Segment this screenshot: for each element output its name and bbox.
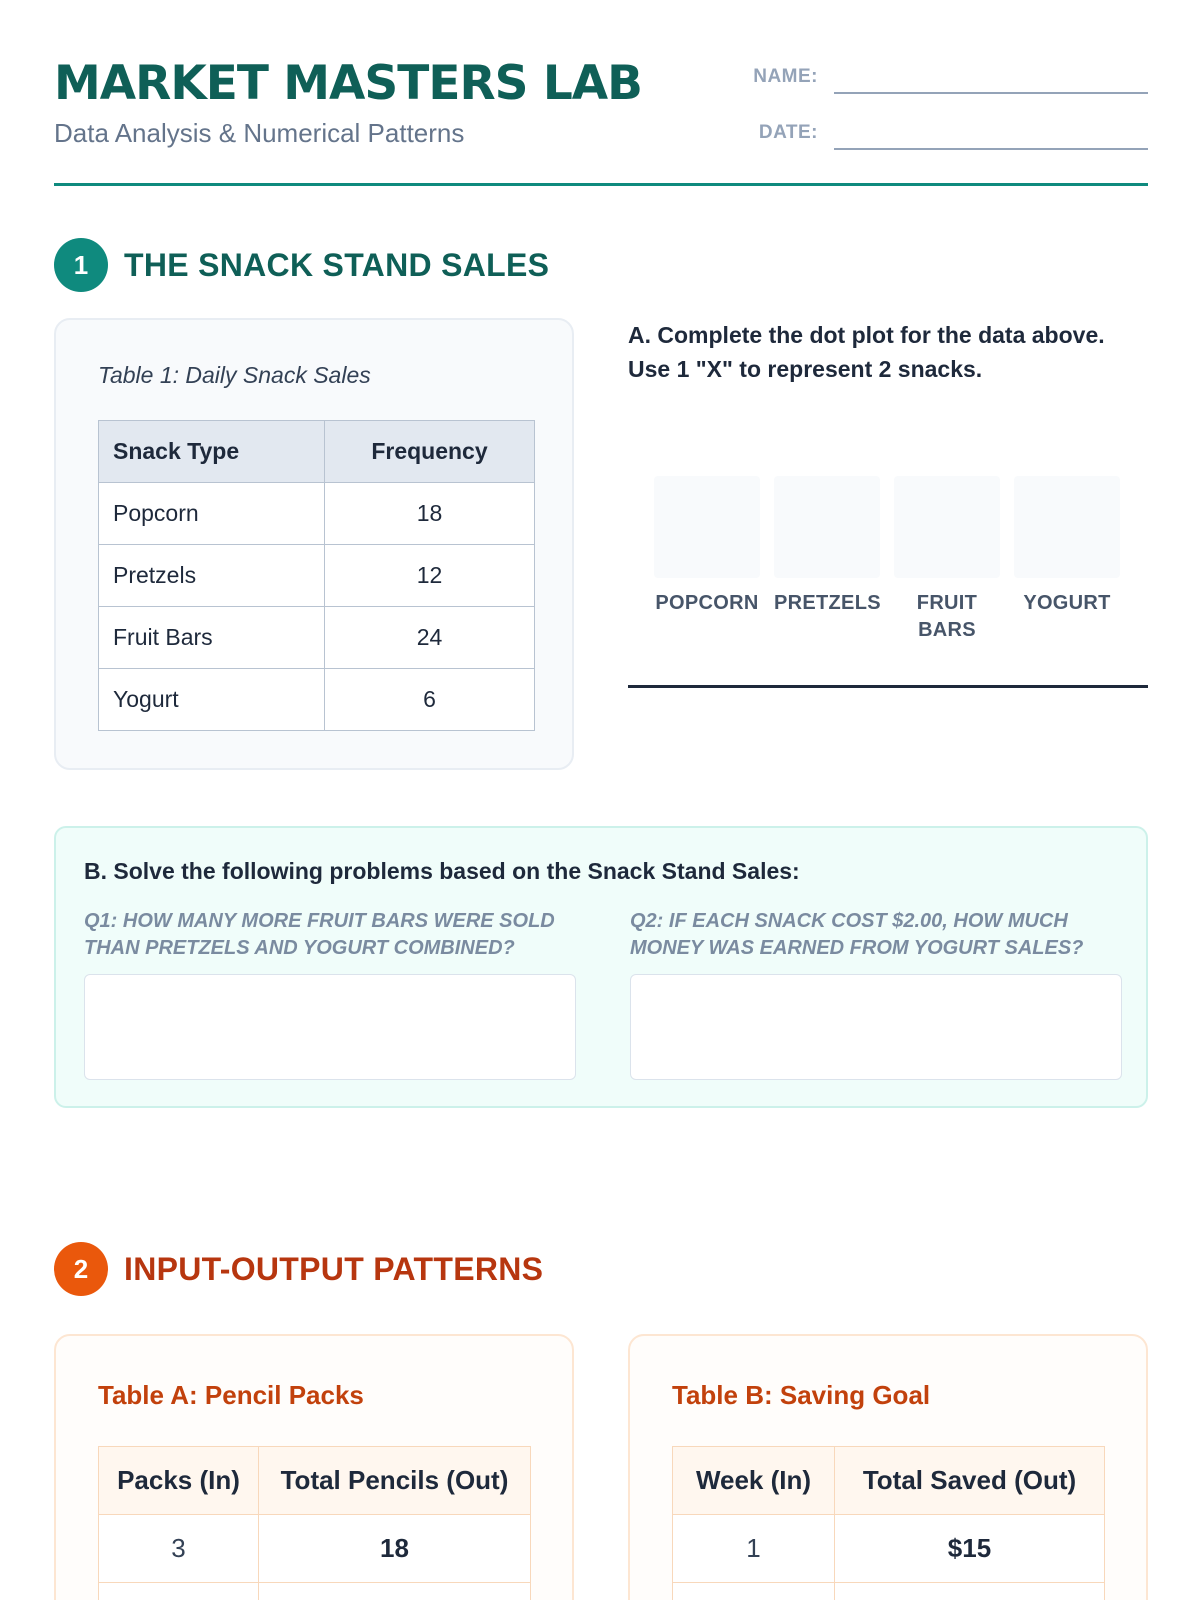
snack-sales-table xyxy=(98,420,535,731)
dot-plot-drop-zone[interactable] xyxy=(654,476,760,578)
date-field[interactable] xyxy=(834,120,1148,150)
dot-plot-label: POPCORN xyxy=(655,592,759,614)
frequency-cell: 12 xyxy=(325,545,535,607)
table-row xyxy=(673,1515,1105,1583)
section-2-title: INPUT-OUTPUT PATTERNS xyxy=(124,1250,544,1287)
output-cell[interactable] xyxy=(835,1583,1105,1600)
table-a-title: Table A: Pencil Packs xyxy=(98,1380,364,1410)
pencil-packs-table xyxy=(98,1446,531,1600)
date-field-row xyxy=(748,120,1148,150)
date-label: DATE: xyxy=(758,122,818,143)
snack-type-cell: Fruit Bars xyxy=(99,607,325,669)
table-header-row xyxy=(99,421,535,483)
table-row xyxy=(673,1583,1105,1600)
table-row xyxy=(99,483,535,545)
worksheet-title: MARKET MASTERS LAB xyxy=(54,56,642,111)
table-1-caption: Table 1: Daily Snack Sales xyxy=(98,362,371,388)
table-row xyxy=(99,545,535,607)
section-1-heading xyxy=(54,238,549,292)
table-row xyxy=(99,1583,531,1600)
dot-plot-label: FRUIT BARS xyxy=(916,592,978,641)
dot-plot-label: PRETZELS xyxy=(774,592,881,614)
dot-plot-column-fruit-bars xyxy=(894,476,1000,644)
table-row xyxy=(99,669,535,731)
worksheet-header xyxy=(54,56,1148,186)
section-1-number-badge: 1 xyxy=(54,238,108,292)
part-b-card xyxy=(54,826,1148,1108)
saving-goal-card xyxy=(628,1334,1148,1600)
table-header-row xyxy=(673,1447,1105,1515)
section-1-title: THE SNACK STAND SALES xyxy=(124,246,550,283)
output-cell[interactable] xyxy=(259,1583,531,1600)
saving-goal-table xyxy=(672,1446,1105,1600)
column-header-week-in: Week (In) xyxy=(673,1447,835,1515)
frequency-cell: 18 xyxy=(325,483,535,545)
student-fields xyxy=(748,64,1148,176)
snack-sales-card xyxy=(54,318,574,770)
section-2-heading xyxy=(54,1242,543,1296)
output-cell: 18 xyxy=(259,1515,531,1583)
input-cell[interactable] xyxy=(673,1583,835,1600)
output-cell: $15 xyxy=(835,1515,1105,1583)
input-cell: 1 xyxy=(673,1515,835,1583)
part-b-title: B. Solve the following problems based on the Snack Stand Sales: xyxy=(84,858,800,884)
snack-type-cell: Yogurt xyxy=(99,669,325,731)
snack-type-cell: Popcorn xyxy=(99,483,325,545)
input-cell[interactable] xyxy=(99,1583,259,1600)
section-2-number-badge: 2 xyxy=(54,1242,108,1296)
question-1-answer-box[interactable] xyxy=(84,974,576,1080)
input-cell: 3 xyxy=(99,1515,259,1583)
question-2-answer-box[interactable] xyxy=(630,974,1122,1080)
part-a-instruction: A. Complete the dot plot for the data above. Use 1 "X" to represent 2 snacks. xyxy=(628,322,1105,382)
pencil-packs-card xyxy=(54,1334,574,1600)
dot-plot-column-yogurt xyxy=(1014,476,1120,617)
snack-type-cell: Pretzels xyxy=(99,545,325,607)
dot-plot-column-popcorn xyxy=(654,476,760,617)
worksheet-subtitle: Data Analysis & Numerical Patterns xyxy=(54,118,465,148)
name-field-row xyxy=(748,64,1148,94)
column-header-total-pencils-out: Total Pencils (Out) xyxy=(259,1447,531,1515)
name-label: NAME: xyxy=(753,66,818,87)
dot-plot-column-pretzels xyxy=(774,476,880,617)
table-b-title: Table B: Saving Goal xyxy=(672,1380,931,1410)
frequency-cell: 24 xyxy=(325,607,535,669)
column-header-total-saved-out: Total Saved (Out) xyxy=(835,1447,1105,1515)
dot-plot-drop-zone[interactable] xyxy=(894,476,1000,578)
name-field[interactable] xyxy=(834,64,1148,94)
dot-plot-drop-zone[interactable] xyxy=(774,476,880,578)
table-header-row xyxy=(99,1447,531,1515)
question-2-label: Q2: IF EACH SNACK COST $2.00, HOW MUCH MONEY WAS EARNED FROM YOGURT SALES? xyxy=(630,910,1084,959)
question-1-label: Q1: HOW MANY MORE FRUIT BARS WERE SOLD THAN PRETZELS AND YOGURT COMBINED? xyxy=(84,910,555,959)
table-row xyxy=(99,607,535,669)
dot-plot-label: YOGURT xyxy=(1023,592,1111,614)
frequency-cell: 6 xyxy=(325,669,535,731)
column-header-frequency: Frequency xyxy=(325,421,535,483)
column-header-snack-type: Snack Type xyxy=(99,421,325,483)
dot-plot-area xyxy=(628,476,1148,688)
table-row xyxy=(99,1515,531,1583)
dot-plot-drop-zone[interactable] xyxy=(1014,476,1120,578)
column-header-packs-in: Packs (In) xyxy=(99,1447,259,1515)
